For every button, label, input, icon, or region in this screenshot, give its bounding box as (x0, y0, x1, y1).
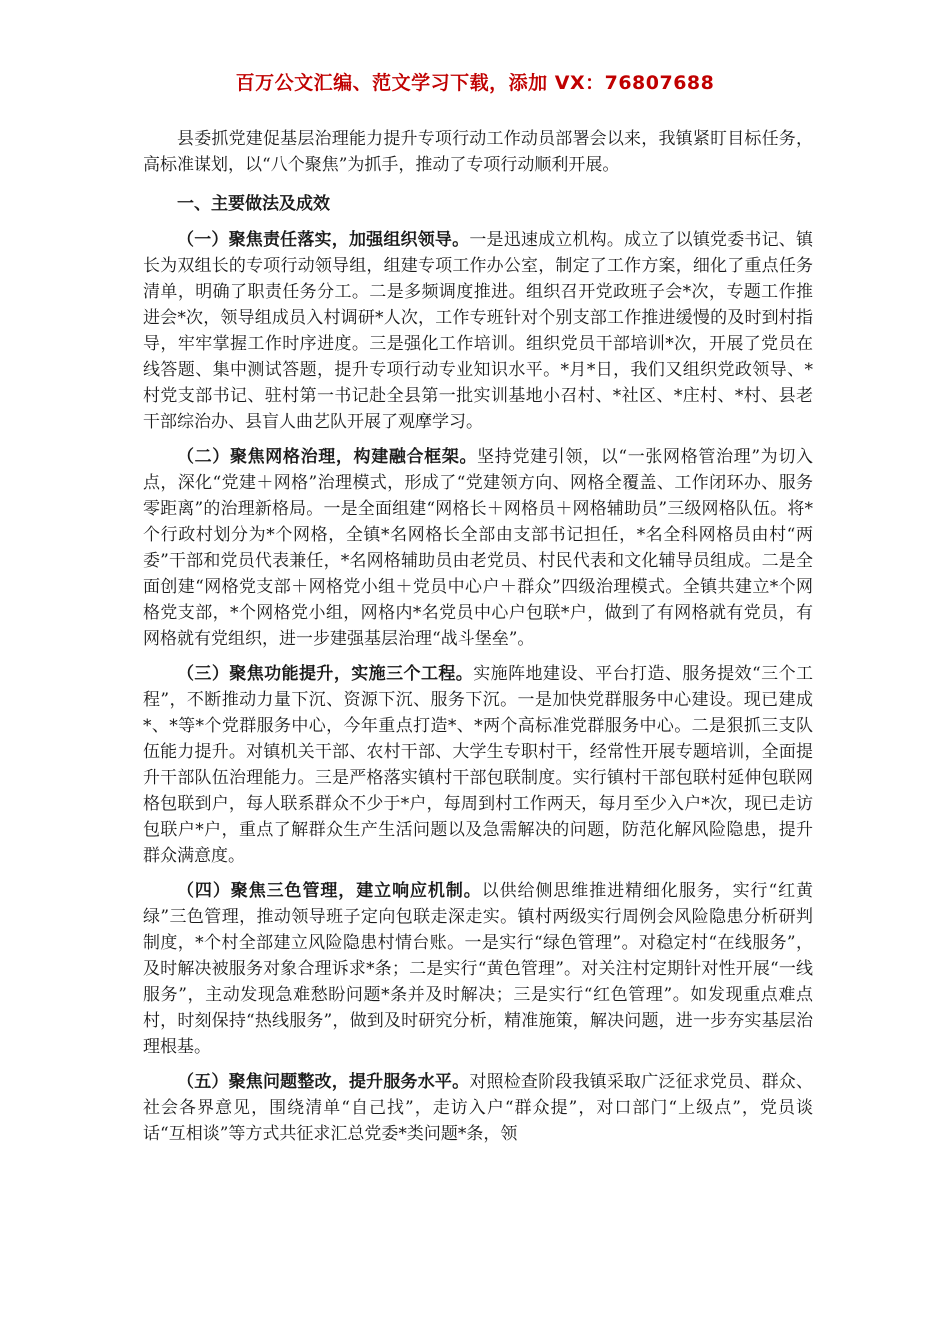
paragraph-3 (143, 661, 813, 869)
section-heading: 一、主要做法及成效 (177, 194, 330, 214)
document-body (143, 126, 813, 1156)
promo-banner: 百万公文汇编、范文学习下载，添加 VX：76807688 (235, 72, 715, 94)
paragraph-5 (143, 1069, 813, 1147)
paragraph-1-body: 一是迅速成立机构。成立了以镇党委书记、镇长为双组长的专项行动领导组，组建专项工作办公室，制定了工作方案，细化了重点任务清单，明确了职责任务分工。二是多频调度推进。组织召开党政班子会*次，专题工作推进会*次，领导组成员入村调研*人次，工作专班针对个别支部工作推进缓慢的及时到村指导，牢牢掌握工作时序进度。三是强化工作培训。组织党员干部培训*次，开展了党员在线答题、集中测试答题，提升专项行动专业知识水平。*月*日，我们又组织党政领导、*村党支部书记、驻村第一书记赴全县第一批实训基地小召村、*社区、*庄村、*村、县老干部综治办、县盲人曲艺队开展了观摩学习。 (143, 230, 814, 432)
paragraph-2-title: （二）聚焦网格治理，构建融合框架。 (177, 447, 478, 467)
paragraph-1 (143, 227, 813, 435)
paragraph-3-title: （三）聚焦功能提升，实施三个工程。 (177, 664, 474, 684)
paragraph-4-title: （四）聚焦三色管理，建立响应机制。 (177, 881, 482, 901)
intro-paragraph: 县委抓党建促基层治理能力提升专项行动工作动员部署会以来，我镇紧盯目标任务，高标准谋划，以“八个聚焦”为抓手，推动了专项行动顺利开展。 (143, 129, 813, 175)
paragraph-2-body: 坚持党建引领，以“一张网格管治理”为切入点，深化“党建＋网格”治理模式，形成了“党建领方向、网格全覆盖、工作闭环办、服务零距离”的治理新格局。一是全面组建“网格长＋网格员＋网格辅助员”三级网格队伍。将*个行政村划分为*个网格，全镇*名网格长全部由支部书记担任，*名全科网格员由村“两委”干部和党员代表兼任，*名网格辅助员由老党员、村民代表和文化辅导员组成。二是全面创建“网格党支部＋网格党小组＋党员中心户＋群众”四级治理模式。全镇共建立*个网格党支部，*个网格党小组，网格内*名党员中心户包联*户，做到了有网格就有党员，有网格就有党组织，进一步建强基层治理“战斗堡垒”。 (143, 447, 813, 649)
paragraph-2 (143, 444, 813, 652)
paragraph-5-title: （五）聚焦问题整改，提升服务水平。 (177, 1072, 470, 1092)
paragraph-3-body: 实施阵地建设、平台打造、服务提效“三个工程”，不断推动力量下沉、资源下沉、服务下沉。一是加快党群服务中心建设。现已建成*、*等*个党群服务中心，今年重点打造*、*两个高标准党群服务中心。二是狠抓三支队伍能力提升。对镇机关干部、农村干部、大学生专职村干，经常性开展专题培训，全面提升干部队伍治理能力。三是严格落实镇村干部包联制度。实行镇村干部包联村延伸包联网格包联到户，每人联系群众不少于*户，每周到村工作两天，每月至少入户*次，现已走访包联户*户，重点了解群众生产生活问题以及急需解决的问题，防范化解风险隐患，提升群众满意度。 (143, 664, 813, 866)
paragraph-5-body: 对照检查阶段我镇采取广泛征求党员、群众、社会各界意见，围绕清单“自己找”，走访入户“群众提”，对口部门“上级点”，党员谈话“互相谈”等方式共征求汇总党委*类问题*条，领 (143, 1072, 814, 1144)
paragraph-1-title: （一）聚焦责任落实，加强组织领导。 (177, 230, 470, 250)
paragraph-4 (143, 878, 813, 1060)
paragraph-4-body: 以供给侧思维推进精细化服务，实行“红黄绿”三色管理，推动领导班子定向包联走深走实。镇村两级实行周例会风险隐患分析研判制度，*个村全部建立风险隐患村情台账。一是实行“绿色管理”。对稳定村“在线服务”，及时解决被服务对象合理诉求*条；二是实行“黄色管理”。对关注村定期针对性开展“一线服务”，主动发现急难愁盼问题*条并及时解决；三是实行“红色管理”。如发现重点难点村，时刻保持“热线服务”，做到及时研究分析，精准施策，解决问题，进一步夯实基层治理根基。 (143, 881, 813, 1057)
